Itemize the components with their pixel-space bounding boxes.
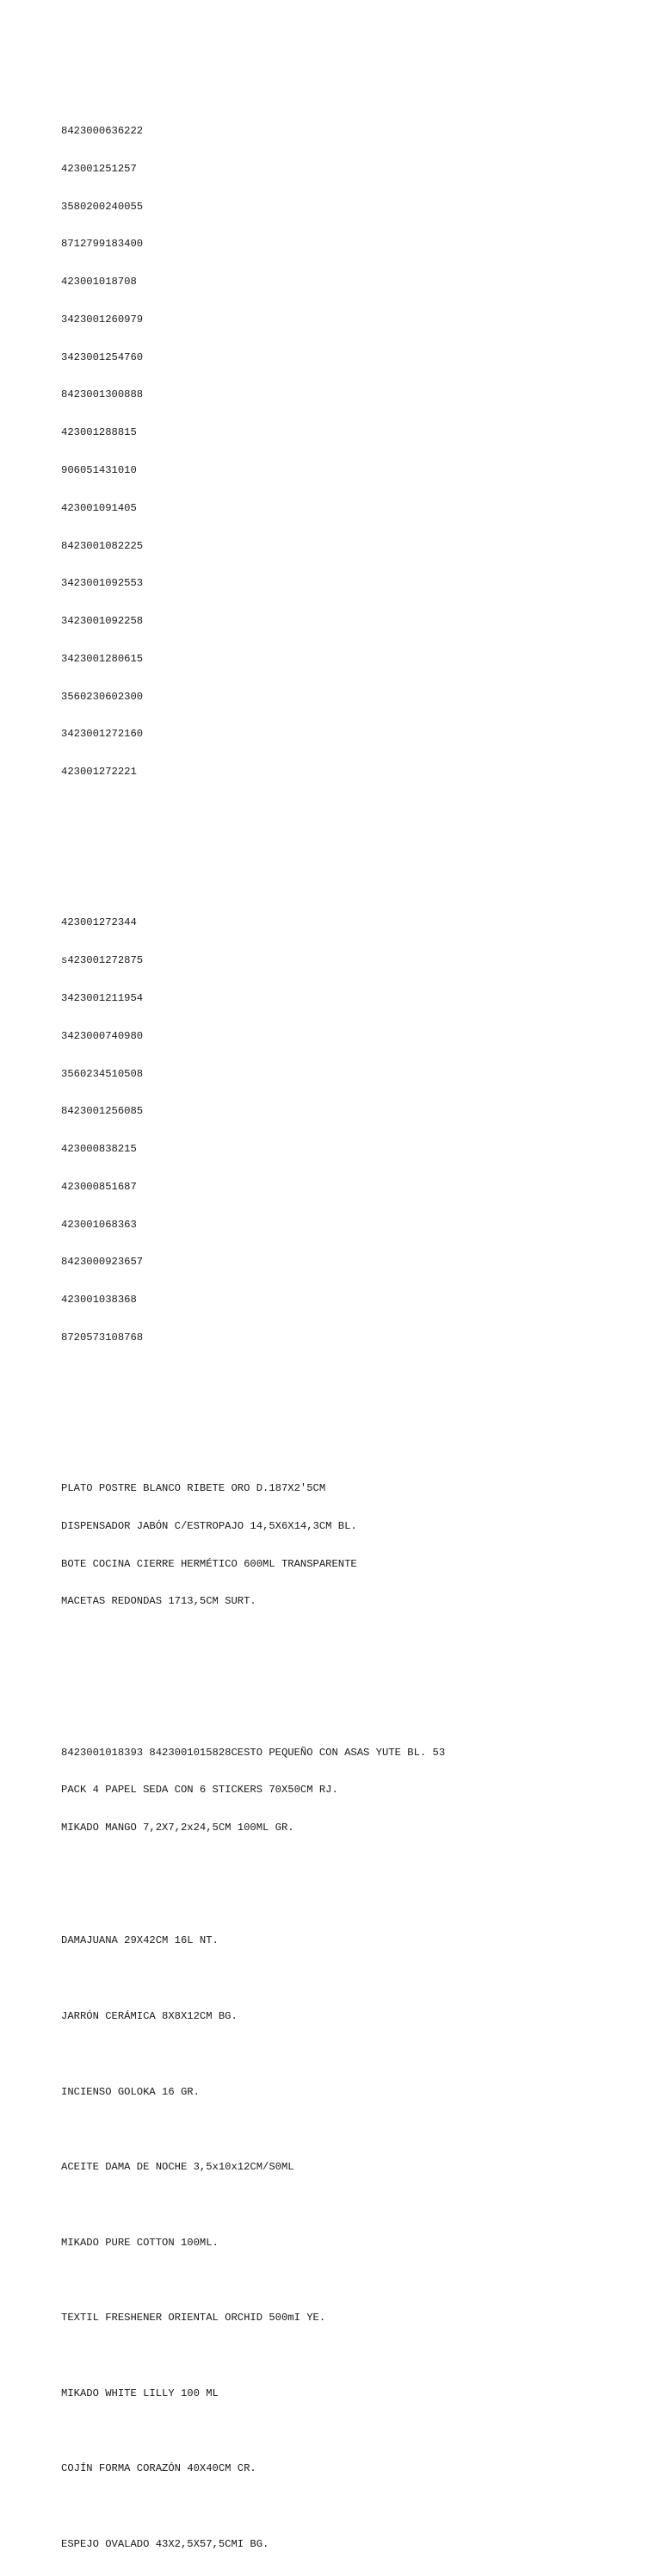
barcode-line: 3560230602300 bbox=[61, 690, 144, 703]
barcode-line: 8423001256085 bbox=[61, 1105, 144, 1118]
paragraph-gap bbox=[61, 2048, 445, 2061]
product-line: TEXTIL FRESHENER ORIENTAL ORCHID 500mI YE. bbox=[61, 2312, 326, 2325]
paragraph-gap bbox=[61, 841, 445, 854]
product-list-2 bbox=[61, 1721, 445, 1859]
product-line: PLATO POSTRE BLANCO RIBETE ORO D.187X2'5CM bbox=[61, 1482, 326, 1495]
barcode-line: s423001272875 bbox=[61, 954, 144, 967]
barcode-line: 906051431010 bbox=[61, 464, 137, 476]
barcode-line: 423001068363 bbox=[61, 1218, 137, 1231]
barcode-line: 3560234510508 bbox=[61, 1067, 144, 1080]
product-line: INCIENSO GOLOKA 16 GR. bbox=[61, 2085, 200, 2098]
document-body bbox=[61, 62, 445, 2576]
barcode-line: 423001251257 bbox=[61, 162, 137, 175]
barcode-line: 423001018708 bbox=[61, 276, 137, 289]
paragraph-gap bbox=[61, 1407, 445, 1420]
barcode-line: 3423001280615 bbox=[61, 652, 144, 665]
paragraph-gap bbox=[61, 2123, 445, 2136]
product-line: ESPEJO OVALADO 43X2,5X57,5CMI BG. bbox=[61, 2537, 269, 2550]
paragraph-gap bbox=[61, 2275, 445, 2287]
barcode-line: 8423000636222 bbox=[61, 124, 144, 137]
product-line: DAMAJUANA 29X42CM 16L NT. bbox=[61, 1934, 219, 1947]
paragraph-gap bbox=[61, 1897, 445, 1910]
barcode-line: 423000851687 bbox=[61, 1180, 137, 1193]
product-line: ACEITE DAMA DE NOCHE 3,5x10x12CM/S0ML bbox=[61, 2161, 294, 2174]
product-line: 8423001018393 8423001015828CESTO PEQUEÑO CON ASAS YUTE BL. 53 bbox=[61, 1746, 446, 1759]
barcode-line: 3423001254760 bbox=[61, 351, 144, 363]
product-line: COJÍN FORMA CORAZÓN 40X40CM CR. bbox=[61, 2462, 256, 2475]
paragraph-gap bbox=[61, 2425, 445, 2438]
barcode-line: 423001288815 bbox=[61, 426, 137, 439]
barcode-line: 3423001272160 bbox=[61, 728, 144, 741]
barcode-list-1 bbox=[61, 100, 445, 804]
paragraph-gap bbox=[61, 2500, 445, 2513]
barcode-line: 423000838215 bbox=[61, 1143, 137, 1156]
paragraph-gap bbox=[61, 1671, 445, 1684]
product-line: JARRÓN CERÁMICA 8X8X12CM BG. bbox=[61, 2010, 238, 2023]
product-line: MIKADO PURE COTTON 100ML. bbox=[61, 2236, 219, 2249]
barcode-line: 8423001300888 bbox=[61, 388, 144, 401]
barcode-line: 3580200240055 bbox=[61, 200, 144, 213]
paragraph-gap bbox=[61, 1972, 445, 1985]
barcode-line: 8720573108768 bbox=[61, 1331, 144, 1344]
barcode-line: 8712799183400 bbox=[61, 238, 144, 251]
product-line: DISPENSADOR JABÓN C/ESTROPAJO 14,5X6X14,3CM BL. bbox=[61, 1519, 357, 1532]
barcode-line: 3423000740980 bbox=[61, 1029, 144, 1042]
barcode-line: 8423000923657 bbox=[61, 1256, 144, 1269]
barcode-line: 423001091405 bbox=[61, 501, 137, 514]
barcode-line: 3423001092553 bbox=[61, 577, 144, 590]
barcode-line: 3423001260979 bbox=[61, 313, 144, 326]
paragraph-gap bbox=[61, 2199, 445, 2212]
barcode-line: 3423001092258 bbox=[61, 615, 144, 628]
product-line: BOTE COCINA CIERRE HERMÉTICO 600ML TRANSPARENTE bbox=[61, 1557, 357, 1570]
barcode-line: 8423001082225 bbox=[61, 539, 144, 552]
product-list-1 bbox=[61, 1457, 445, 1633]
barcode-line: 423001272344 bbox=[61, 916, 137, 929]
barcode-line: 3423001211954 bbox=[61, 991, 144, 1004]
product-line: PACK 4 PAPEL SEDA CON 6 STICKERS 70X50CM RJ. bbox=[61, 1784, 338, 1797]
product-line: MACETAS REDONDAS 1713,5CM SURT. bbox=[61, 1595, 256, 1608]
barcode-line: 423001038368 bbox=[61, 1294, 137, 1307]
paragraph-gap bbox=[61, 2349, 445, 2362]
barcode-line: 423001272221 bbox=[61, 766, 137, 779]
barcode-list-2 bbox=[61, 891, 445, 1369]
product-line: MIKADO WHITE LILLY 100 ML bbox=[61, 2387, 219, 2399]
product-line: MIKADO MANGO 7,2X7,2x24,5CM 100ML GR. bbox=[61, 1822, 294, 1834]
